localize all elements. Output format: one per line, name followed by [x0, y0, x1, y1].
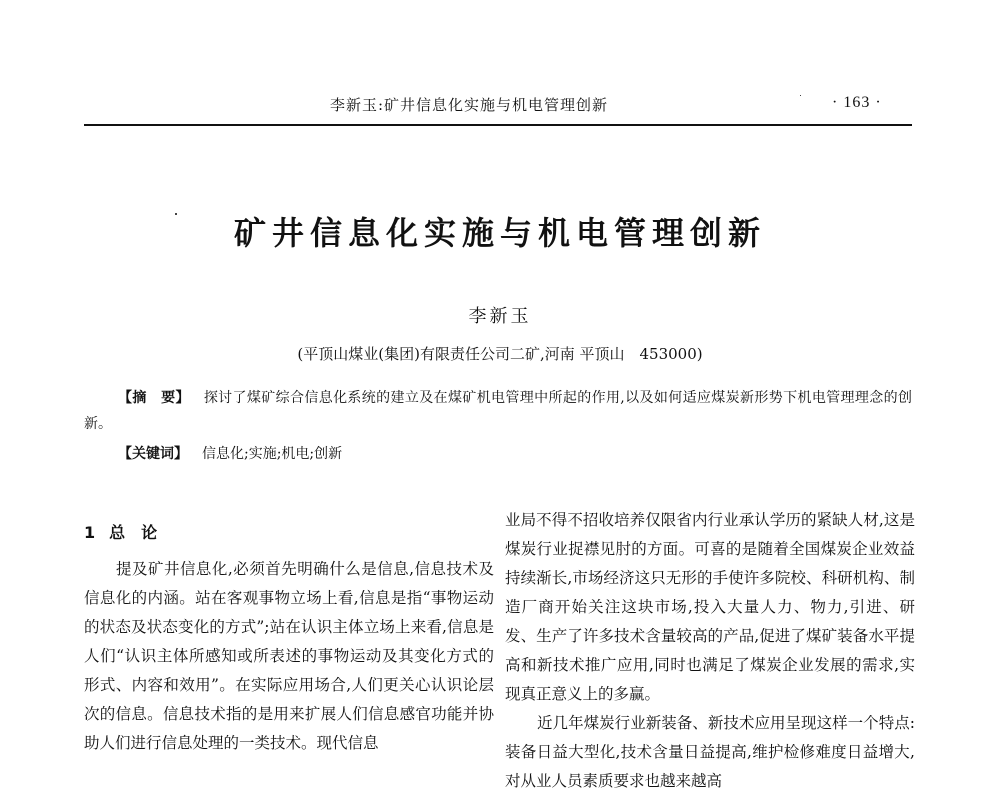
keywords-text: 信息化;实施;机电;创新 — [202, 446, 343, 462]
abstract — [84, 385, 912, 437]
section-number: 1 — [84, 523, 96, 542]
author-name: 李新玉 — [468, 306, 532, 327]
scan-speck — [800, 95, 801, 96]
body-paragraph: 业局不得不招收培养仅限省内行业承认学历的紧缺人材,这是煤炭行业捉襟见肘的方面。可喜的是随着全国煤炭企业效益持续渐长,市场经济这只无形的手使许多院校、科研机构、制造厂商开始关注这块市场,投入大量人力、物力,引进、研发、生产了许多技术含量较高的产品,促进了煤矿装备水平提高和新技术推广应用,同时也满足了煤炭企业发展的需求,实现真正意义上的多赢。 — [505, 511, 915, 703]
running-title: 李新玉:矿井信息化实施与机电管理创新 — [330, 96, 609, 114]
keywords — [118, 441, 912, 467]
section-heading — [84, 520, 171, 543]
page-number: · 163 · — [832, 94, 882, 111]
keywords-label: 【关键词】 — [118, 446, 188, 462]
body-column-left: 提及矿井信息化,必须首先明确什么是信息,信息技术及信息化的内涵。站在客观事物立场上看,信息是指“事物运动的状态及状态变化的方式”;站在认识主体立场上来看,信息是人们“认识主体所感知或所表述的事物运动及其变化方式的形式、内容和效用”。在实际应用场合,人们更关心认识论层次的信息。信息技术指的是用来扩展人们信息感官功能并协助人们进行信息处理的一类技术。现代信息 — [84, 560, 494, 752]
section-title: 总 论 — [109, 523, 158, 542]
header-rule — [84, 124, 912, 126]
abstract-text: 探讨了煤矿综合信息化系统的建立及在煤矿机电管理中所起的作用,以及如何适应煤炭新形势下机电管理理念的创新。 — [84, 390, 912, 432]
article-title: 矿井信息化实施与机电管理创新 — [233, 214, 766, 252]
running-head — [0, 94, 1000, 118]
body-paragraph: 近几年煤炭行业新装备、新技术应用呈现这样一个特点:装备日益大型化,技术含量日益提高,维护检修难度日益增大,对从业人员素质要求也越来越高 — [505, 714, 915, 790]
abstract-label: 【摘 要】 — [118, 390, 190, 406]
body-column-right — [505, 506, 915, 796]
author-affiliation: (平顶山煤业(集团)有限责任公司二矿,河南 平顶山 453000) — [297, 345, 703, 363]
